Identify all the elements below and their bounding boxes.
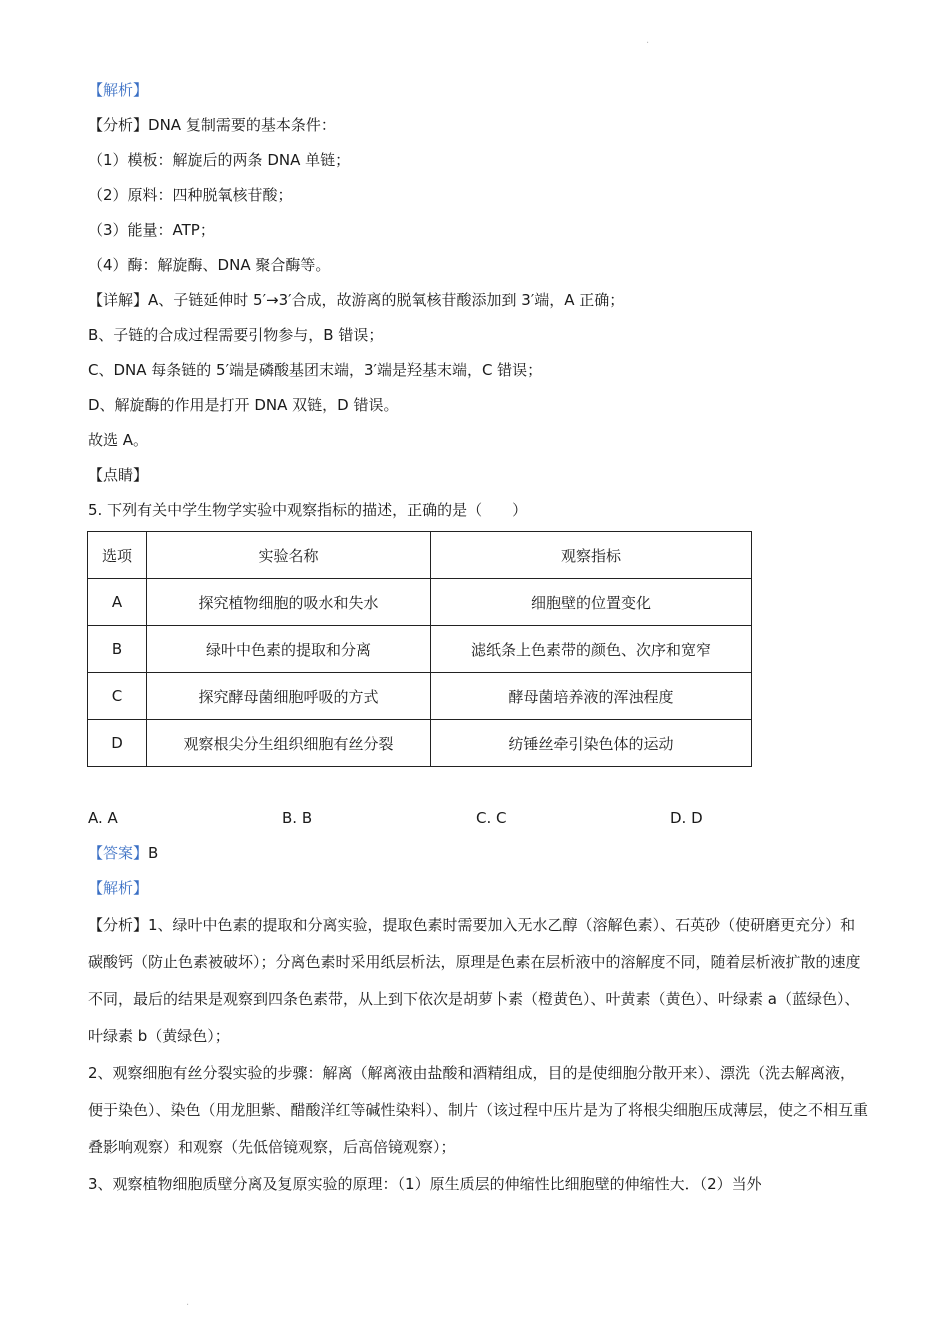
answer-line [88,843,868,863]
analysis-heading: 【解析】 [88,879,149,897]
answer-options [88,809,868,827]
table-header-row [88,532,752,579]
table-cell: 探究酵母菌细胞呼吸的方式 [147,673,431,720]
detail-line: D、解旋酶的作用是打开 DNA 双链，D 错误。 [88,396,399,414]
analysis-paragraph: 2、观察细胞有丝分裂实验的步骤：解离（解离液由盐酸和酒精组成，目的是使细胞分散开来）、漂洗（洗去解离液，便于染色）、染色（用龙胆紫、醋酸洋红等碱性染料）、制片（该过程中压片是为了将根尖细胞压成薄层，使之不相互重叠影响观察）和观察（先低倍镜观察，后高倍镜观察）； [88,1064,869,1156]
detail-line: B、子链的合成过程需要引物参与，B 错误； [88,326,384,344]
table-header-cell: 观察指标 [431,532,752,579]
table-cell: A [88,579,147,626]
table-header-cell: 实验名称 [147,532,431,579]
xiangjie-label: 【详解】 [88,291,149,309]
condition-line: （2）原料：四种脱氧核苷酸； [88,186,293,204]
scan-mark: · [186,1300,190,1311]
option-d: D. D [670,809,703,827]
table-row [88,673,752,720]
option-c: C. C [476,809,507,827]
table-row [88,579,752,626]
conclusion-line: 故选 A。 [88,431,149,449]
detail-line: C、DNA 每条链的 5′端是磷酸基团末端，3′端是羟基末端，C 错误； [88,361,543,379]
fenxi-text: DNA 复制需要的基本条件： [148,116,336,134]
table-cell: 纺锤丝牵引染色体的运动 [431,720,752,767]
table-cell: B [88,626,147,673]
table-header-cell: 选项 [88,532,147,579]
scan-mark: · [646,38,650,49]
table-row [88,720,752,767]
fenxi-text: 1、绿叶中色素的提取和分离实验，提取色素时需要加入无水乙醇（溶解色素）、石英砂（使研磨更充分）和碳酸钙（防止色素被破坏）；分离色素时采用纸层析法，原理是色素在层析液中的溶解度不同，随着层析液扩散的速度不同，最后的结果是观察到四条色素带，从上到下依次是胡萝卜素（橙黄色）、叶黄素（黄色）、叶绿素 a（蓝绿色）、叶绿素 b（黄绿色）； [88,916,861,1045]
table-cell: 滤纸条上色素带的颜色、次序和宽窄 [431,626,752,673]
fenxi-label: 【分析】 [88,116,149,134]
fenxi-label: 【分析】 [88,916,149,934]
table-cell: C [88,673,147,720]
table-cell: 绿叶中色素的提取和分离 [147,626,431,673]
answer-value: B [148,844,159,862]
condition-line: （4）酶：解旋酶、DNA 聚合酶等。 [88,256,331,274]
table-cell: 细胞壁的位置变化 [431,579,752,626]
detail-explanation [88,290,868,310]
option-b: B. B [282,809,313,827]
table-cell: 观察根尖分生组织细胞有丝分裂 [147,720,431,767]
condition-line: （3）能量：ATP； [88,221,215,239]
page-content [88,80,868,1203]
dianjing-label: 【点睛】 [88,466,149,484]
condition-line: （1）模板：解旋后的两条 DNA 单链； [88,151,351,169]
table-cell: 探究植物细胞的吸水和失水 [147,579,431,626]
analysis-heading: 【解析】 [88,81,149,99]
table-row [88,626,752,673]
analysis-summary [88,115,868,135]
answer-label: 【答案】 [88,844,149,862]
analysis-paragraph [88,907,868,1055]
table-cell: 酵母菌培养液的浑浊程度 [431,673,752,720]
analysis-paragraph: 3、观察植物细胞质壁分离及复原实验的原理：（1）原生质层的伸缩性比细胞壁的伸缩性大．（2）当外 [88,1175,762,1193]
experiment-table [87,531,752,767]
xiangjie-text: A、子链延伸时 5′→3′合成，故游离的脱氧核苷酸添加到 3′端，A 正确； [148,291,625,309]
table-cell: D [88,720,147,767]
option-a: A. A [88,809,118,827]
question-stem: 5. 下列有关中学生物学实验中观察指标的描述，正确的是（ ） [88,501,528,519]
